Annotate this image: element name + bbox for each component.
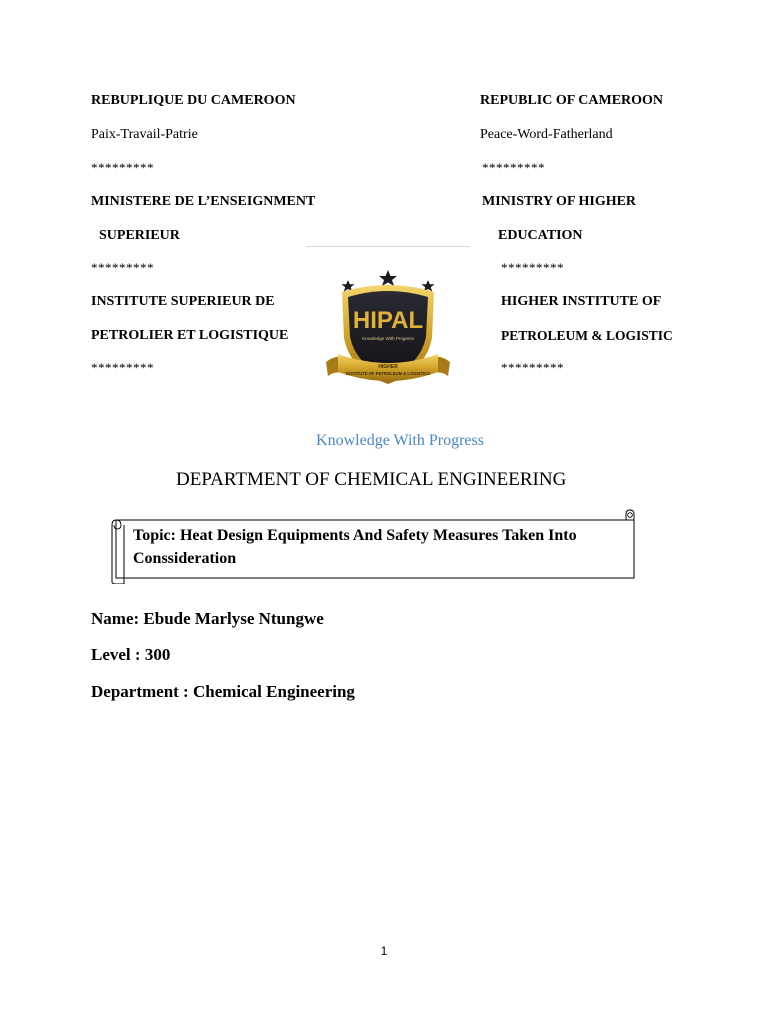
department-heading: DEPARTMENT OF CHEMICAL ENGINEERING xyxy=(176,469,567,490)
header-en-separator: ********* xyxy=(501,360,564,375)
header-en-institute-line2: PETROLEUM & LOGISTIC xyxy=(501,328,673,343)
header-en-ministry: MINISTRY OF HIGHER xyxy=(482,194,637,209)
header-fr-institute: INSTITUTE SUPERIEUR DE xyxy=(91,294,275,309)
institution-motto: Knowledge With Progress xyxy=(316,432,484,449)
header-en-separator: ********* xyxy=(501,260,564,275)
header-en-ministry-line2: EDUCATION xyxy=(498,228,583,243)
header-fr-motto: Paix-Travail-Patrie xyxy=(91,127,198,142)
header-fr-separator: ********* xyxy=(91,160,154,175)
student-level: Level : 300 xyxy=(91,645,171,664)
header-en-institute: HIGHER INSTITUTE OF xyxy=(501,294,662,309)
header-en-motto: Peace-Word-Fatherland xyxy=(480,127,613,142)
star-icon xyxy=(379,270,397,286)
logo-name: HIPAL xyxy=(352,307,424,334)
topic-text: Topic: Heat Design Equipments And Safety Measures Taken Into Conssideration xyxy=(133,527,577,567)
header-fr-ministry: MINISTERE DE L’ENSEIGNMENT xyxy=(91,194,316,209)
hipal-logo xyxy=(322,266,454,402)
header-en-country: REPUBLIC OF CAMEROON xyxy=(480,93,664,108)
logo-ribbon-line1: HIGHER xyxy=(378,364,398,370)
header-en-separator: ********* xyxy=(482,160,545,175)
header-fr-ministry-line2: SUPERIEUR xyxy=(99,228,180,243)
page-number: 1 xyxy=(380,944,388,958)
header-fr-country: REBUPLIQUE DU CAMEROON xyxy=(91,93,296,108)
logo-tagline: Knowledge With Progress xyxy=(362,336,414,341)
header-fr-separator: ********* xyxy=(91,360,154,375)
student-name: Name: Ebude Marlyse Ntungwe xyxy=(91,609,324,628)
header-fr-separator: ********* xyxy=(91,260,154,275)
header-divider xyxy=(306,246,470,247)
logo-ribbon-line2: INSTITUTE OF PETROLEUM & LOGISTICS xyxy=(346,371,430,376)
header-fr-institute-line2: PETROLIER ET LOGISTIQUE xyxy=(91,328,289,343)
student-department: Department : Chemical Engineering xyxy=(91,682,355,701)
